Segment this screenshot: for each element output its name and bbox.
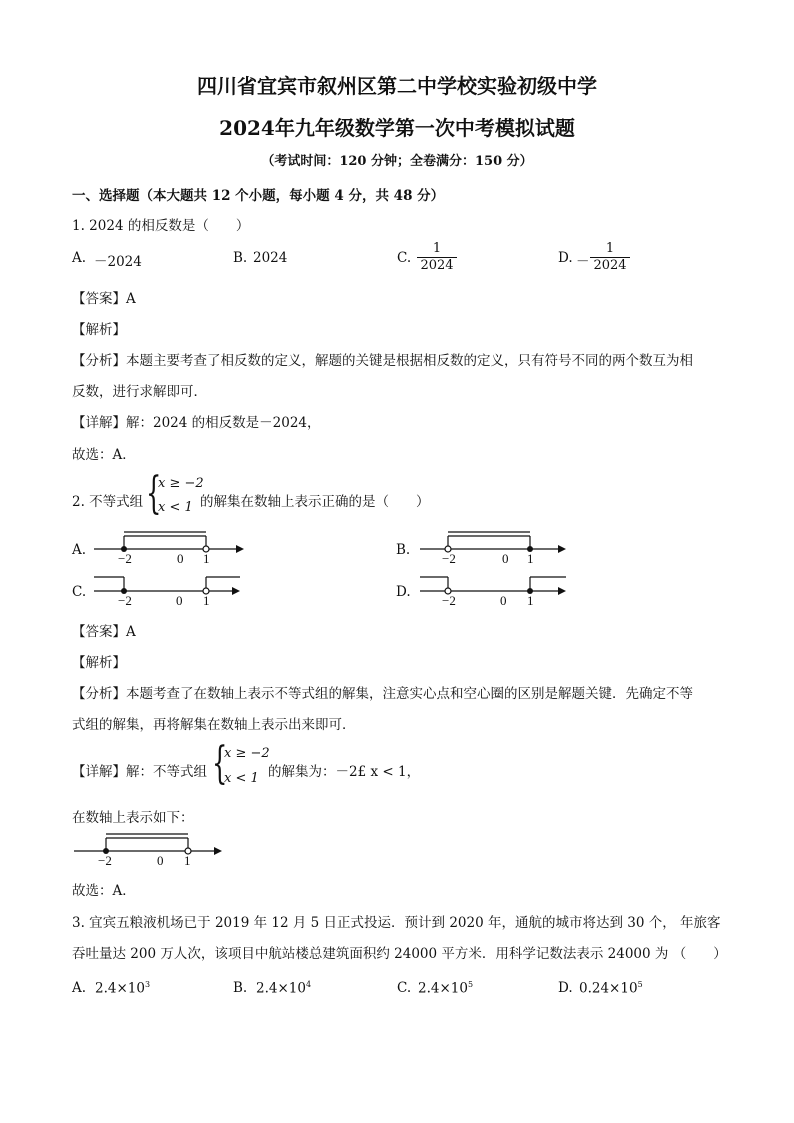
- fraction-numerator: 1: [605, 241, 615, 256]
- tick-label-neg2: −2: [442, 593, 456, 608]
- section-heading: 一、选择题（本大题共 12 个小题，每小题 4 分，共 48 分）: [72, 188, 445, 204]
- tick-label-1: 1: [527, 593, 534, 608]
- q2-detail-system-line-2: x < 1: [224, 771, 259, 786]
- q2-option-b-label: B.: [396, 542, 411, 558]
- tick-label-0: 0: [157, 853, 164, 868]
- q2-answer: 【答案】A: [72, 624, 136, 640]
- exam-info: （考试时间：120 分钟；全卷满分：150 分）: [261, 154, 533, 169]
- q2-option-c-label: C.: [72, 584, 87, 600]
- q3-option-b: [256, 980, 311, 997]
- tick-label-neg2: −2: [118, 593, 132, 608]
- q1-option-c-label: C.: [397, 250, 412, 266]
- q3-option-b-base: 2.4×10: [256, 980, 306, 997]
- q3-option-a: [95, 980, 150, 997]
- q3-stem-line-1: 3. 宜宾五粮液机场已于 2019 年 12 月 5 日正式投运．预计到 2020 年，通航的城市将达到 30 个， 年旅客: [72, 915, 721, 931]
- tick-label-neg2: −2: [442, 551, 456, 566]
- title-line-1: 四川省宜宾市叙州区第二中学校实验初级中学: [197, 74, 597, 98]
- q2-solution-number-line: [70, 830, 230, 860]
- tick-label-1: 1: [527, 551, 534, 566]
- q1-option-b-label: B.: [233, 250, 248, 266]
- q3-option-d-base: 0.24×10: [579, 980, 638, 997]
- q2-stem-suffix: 的解集在数轴上表示正确的是（ ）: [200, 494, 430, 510]
- tick-label-0: 0: [176, 593, 183, 608]
- q3-option-c-exponent: 5: [467, 980, 474, 989]
- q2-detail-suffix: 的解集为：－2£ x < 1，: [268, 764, 421, 780]
- system-brace-icon: {: [212, 738, 228, 789]
- q3-option-d-label: D.: [558, 980, 573, 996]
- q2-analysis-line-1: 【分析】本题考查了在数轴上表示不等式组的解集，注意实心点和空心圈的区别是解题关键．先确定不等: [72, 686, 693, 702]
- tick-label-1: 1: [203, 551, 210, 566]
- q1-option-c-fraction: [417, 241, 457, 274]
- tick-label-0: 0: [500, 593, 507, 608]
- q2-system-line-2: x < 1: [158, 500, 193, 515]
- q2-option-b-number-line: [416, 528, 576, 558]
- q2-option-a-number-line: [90, 528, 250, 558]
- q2-analysis-heading: 【解析】: [72, 655, 126, 671]
- q2-system-line-1: x ≥ −2: [158, 476, 204, 491]
- fraction-numerator: 1: [432, 241, 442, 256]
- q2-stem-prefix: 2. 不等式组: [72, 494, 144, 510]
- q1-option-d-sign: －: [576, 254, 590, 270]
- q2-choose: 故选：A．: [72, 883, 136, 899]
- q3-option-a-base: 2.4×10: [95, 980, 145, 997]
- q3-option-b-exponent: 4: [305, 980, 312, 989]
- tick-label-neg2: −2: [118, 551, 132, 566]
- q1-answer: 【答案】A: [72, 291, 136, 307]
- tick-label-1: 1: [203, 593, 210, 608]
- title-line-2: 2024年九年级数学第一次中考模拟试题: [219, 116, 575, 140]
- q1-option-b: 2024: [253, 250, 288, 266]
- system-brace-icon: {: [146, 468, 162, 519]
- q2-option-a-label: A.: [72, 542, 87, 558]
- fraction-denominator: 2024: [420, 258, 454, 273]
- q1-option-a: －2024: [94, 254, 142, 270]
- q3-stem-line-2: 吞吐量达 200 万人次，该项目中航站楼总建筑面积约 24000 平方米．用科学记数法表示 24000 为 （ ）: [72, 946, 727, 962]
- q1-detail: 【详解】解：2024 的相反数是－2024，: [72, 415, 321, 431]
- q3-option-a-label: A.: [72, 980, 87, 996]
- q2-option-d-label: D.: [396, 584, 411, 600]
- q2-detail-system-line-1: x ≥ −2: [224, 746, 270, 761]
- q3-option-d-exponent: 5: [637, 980, 643, 989]
- q1-analysis-line-1: 【分析】本题主要考查了相反数的定义，解题的关键是根据相反数的定义，只有符号不同的两个数互为相: [72, 353, 693, 369]
- tick-label-1: 1: [184, 853, 191, 868]
- q3-option-c: [418, 980, 473, 997]
- q2-option-c-number-line: [90, 570, 250, 600]
- q1-choose: 故选：A．: [72, 447, 136, 463]
- q2-axis-intro: 在数轴上表示如下：: [72, 810, 194, 826]
- q1-option-a-label: A.: [72, 250, 87, 266]
- fraction-denominator: 2024: [593, 258, 627, 273]
- q3-option-c-base: 2.4×10: [418, 980, 468, 997]
- q2-analysis-line-2: 式组的解集，再将解集在数轴上表示出来即可．: [72, 717, 356, 733]
- q1-stem: 1. 2024 的相反数是（ ）: [72, 218, 250, 234]
- q3-option-b-label: B.: [233, 980, 248, 996]
- tick-label-0: 0: [502, 551, 509, 566]
- tick-label-0: 0: [177, 551, 184, 566]
- q1-option-d-fraction: [590, 241, 630, 274]
- tick-label-neg2: −2: [98, 853, 112, 868]
- q2-option-d-number-line: [416, 570, 576, 600]
- q1-analysis-heading: 【解析】: [72, 322, 126, 338]
- q3-option-c-label: C.: [397, 980, 412, 996]
- q3-option-d: [579, 980, 643, 997]
- q3-option-a-exponent: 3: [144, 980, 151, 989]
- q1-option-d-label: D.: [558, 250, 573, 266]
- q2-detail-prefix: 【详解】解：不等式组: [72, 764, 207, 780]
- q1-analysis-line-2: 反数，进行求解即可．: [72, 384, 207, 400]
